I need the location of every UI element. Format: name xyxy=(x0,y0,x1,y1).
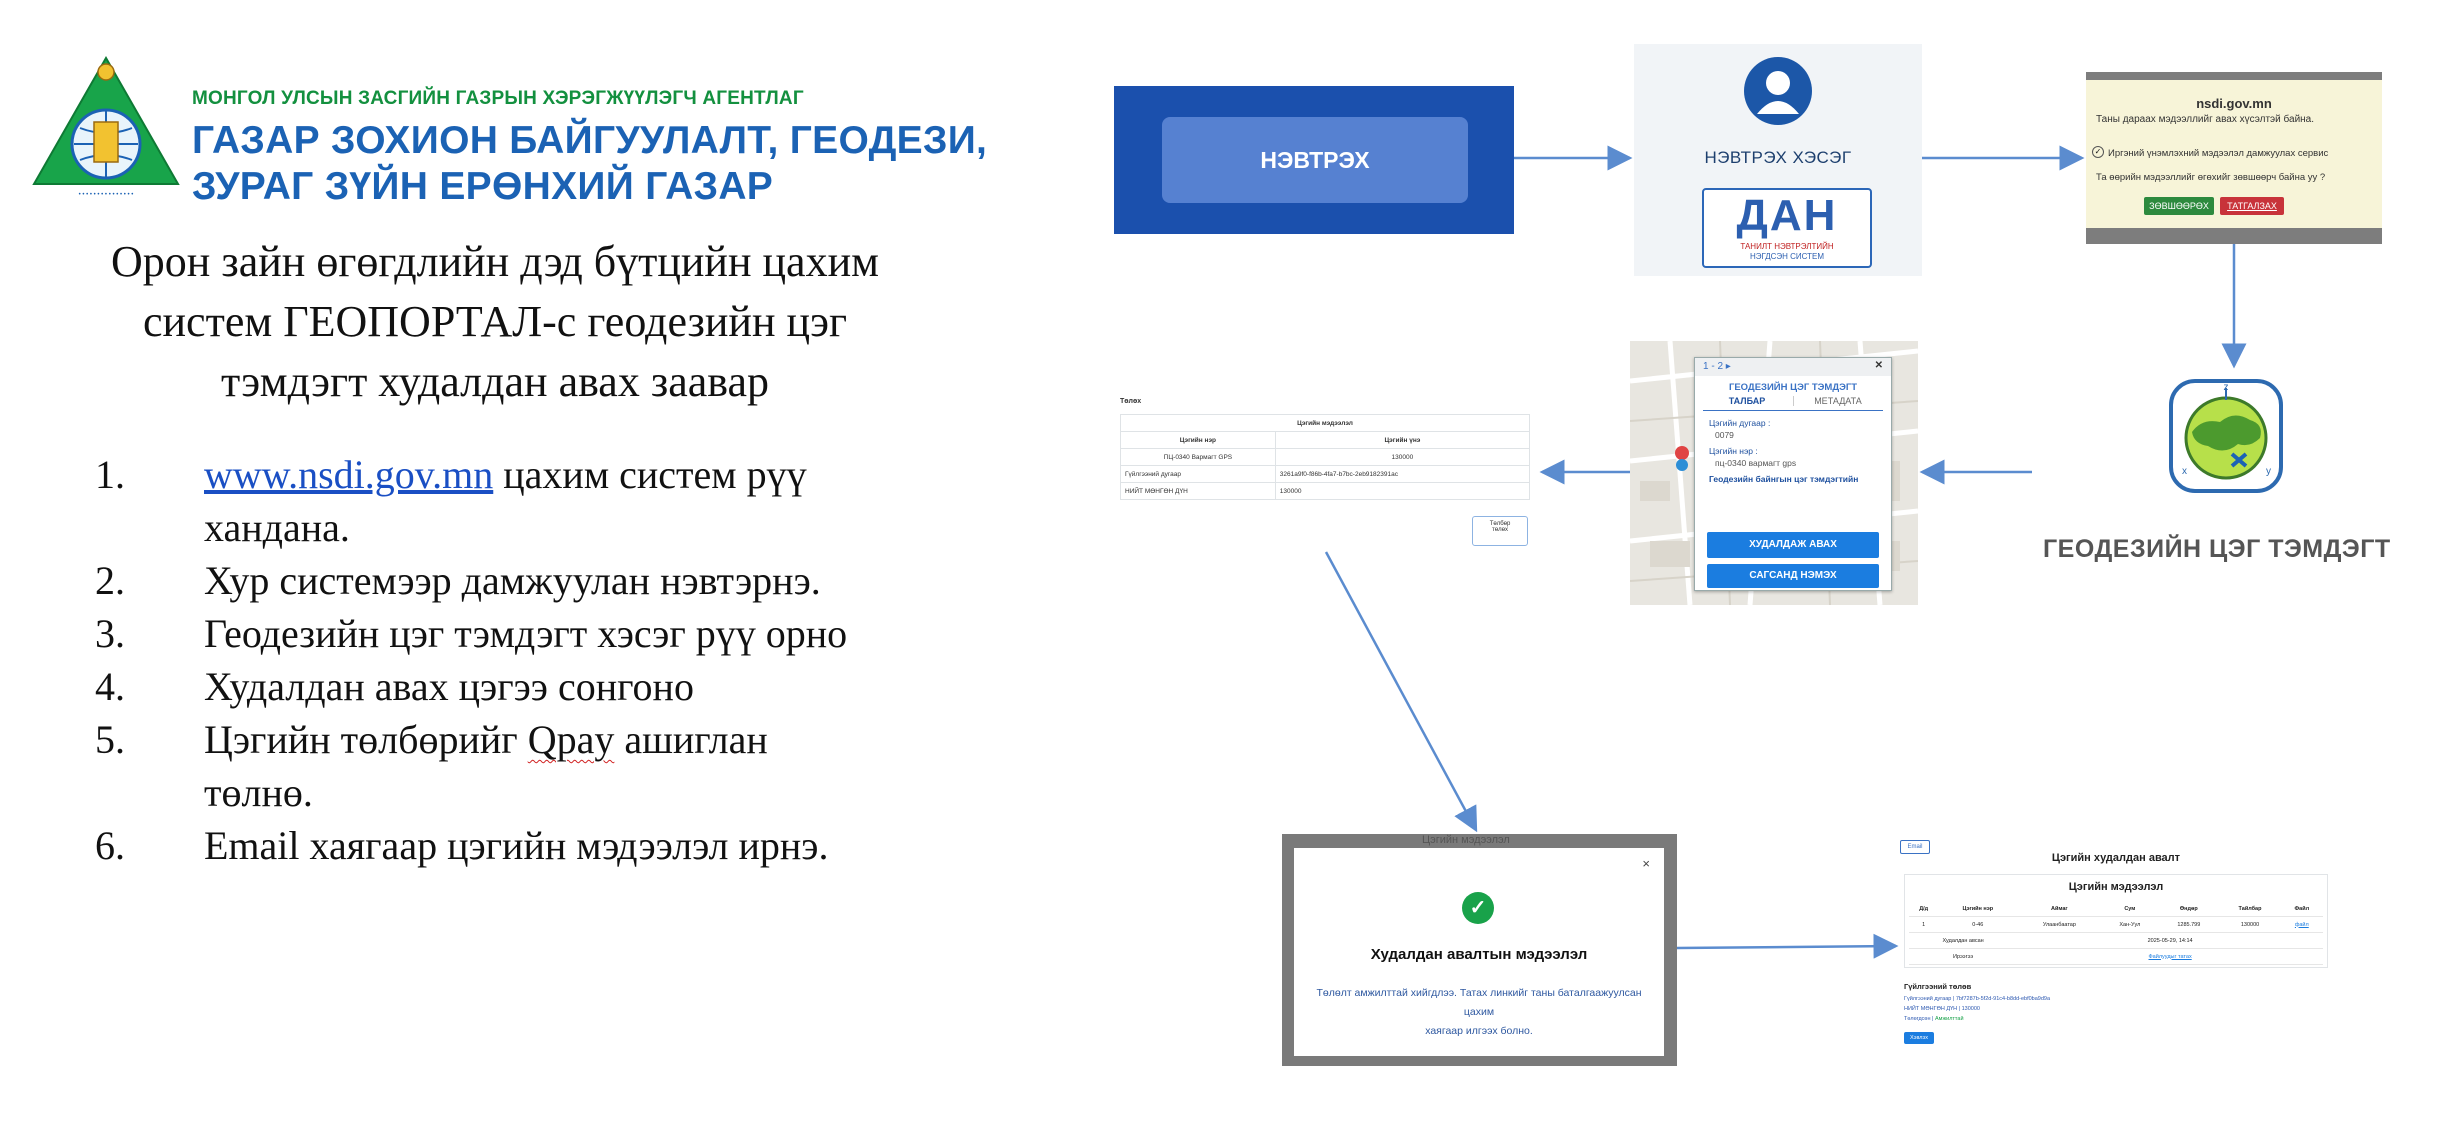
login-screenshot xyxy=(1114,86,1514,234)
step-number: 6. xyxy=(95,823,125,868)
table-cell: 1285.799 xyxy=(2158,917,2219,933)
list-item xyxy=(0,448,980,554)
svg-text:x: x xyxy=(2182,466,2187,477)
list-item xyxy=(0,660,980,713)
svg-text:• • • • • • • • • • • • • • •: • • • • • • • • • • • • • • • xyxy=(78,192,134,198)
column-header: Сум xyxy=(2102,901,2159,917)
table-cell: 130000 xyxy=(1275,449,1529,466)
table-cell: НИЙТ МӨНГӨН ДҮН xyxy=(1121,483,1276,500)
tab-fields[interactable]: ТАЛБАР xyxy=(1728,396,1766,406)
column-header: Цэгийн үнэ xyxy=(1275,432,1529,449)
step-number: 3. xyxy=(95,611,125,656)
nsdi-link[interactable]: www.nsdi.gov.mn xyxy=(204,452,494,497)
success-dialog-screenshot xyxy=(1282,834,1677,1066)
success-title: Худалдан авалтын мэдээлэл xyxy=(1370,946,1588,963)
step-text-cont: хандана. xyxy=(204,505,350,550)
step-text: Цэгийн төлбөрийг xyxy=(204,717,528,762)
column-header: Д/д xyxy=(1909,901,1938,917)
list-item xyxy=(0,819,980,872)
table-cell: Ирээгээ xyxy=(1909,949,2017,965)
field-label: Цэгийн нэр : xyxy=(1709,446,1758,456)
download-link[interactable]: Файлуудыг татах xyxy=(2017,949,2323,965)
step-number: 1. xyxy=(95,452,125,497)
print-button[interactable]: Хэвлэх xyxy=(1904,1032,1934,1044)
arrow-payment-to-success xyxy=(1326,552,1476,830)
success-modal xyxy=(1294,848,1664,1056)
step-text: Хур системээр дамжуулан нэвтэрнэ. xyxy=(204,558,821,603)
payment-header: Төлөх xyxy=(1120,398,1142,405)
table-row xyxy=(1121,466,1530,483)
table-row xyxy=(1909,917,2323,933)
dan-logo: ДАН xyxy=(1736,191,1838,240)
status-label: Төлөгдсөн | xyxy=(1904,1016,1935,1022)
qpay-word: Qpay xyxy=(527,717,615,762)
table-row xyxy=(1909,933,2323,949)
payment-screenshot xyxy=(1116,392,1536,552)
table-cell: Худалдан авсан xyxy=(1909,933,2017,949)
emblem-triangle-globe-icon xyxy=(30,52,182,202)
detail-table xyxy=(1909,901,2323,965)
consent-item: Иргэний үнэмлэхний мэдээлэл дамжуулах сервис xyxy=(2108,148,2329,159)
svg-text:z: z xyxy=(2223,382,2229,393)
detail-section-title: Цэгийн мэдээлэл xyxy=(2068,881,2164,893)
check-circle-icon: ✓ xyxy=(1462,892,1494,924)
table-cell: 130000 xyxy=(2219,917,2280,933)
step-text: Худалдан авах цэгээ сонгоно xyxy=(204,664,694,709)
agency-title xyxy=(192,118,987,210)
table-row xyxy=(1121,449,1530,466)
popup-pager[interactable]: 1 - 2 ▸ xyxy=(1703,361,1731,372)
table-row xyxy=(1909,949,2323,965)
dan-subtitle2: НЭГДСЭН СИСТЕМ xyxy=(1749,252,1825,261)
file-link[interactable]: файл xyxy=(2281,917,2323,933)
add-to-cart-button[interactable]: САГСАНД НЭМЭХ xyxy=(1707,564,1879,588)
table-cell: 1 xyxy=(1909,917,1938,933)
field-value: 0079 xyxy=(1715,430,1734,440)
page-title xyxy=(40,232,950,412)
close-icon[interactable]: × xyxy=(1642,856,1650,871)
pay-button-line2: төлөх xyxy=(1492,527,1508,533)
login-section-label: НЭВТРЭХ ХЭСЭГ xyxy=(1704,148,1852,167)
background-caption: Цэгийн мэдээлэл xyxy=(1422,834,1510,846)
column-header: Тайлбар xyxy=(2219,901,2280,917)
title-line1: Орон зайн өгөгдлийн дэд бүтцийн цахим xyxy=(111,237,879,286)
step-text: ашиглан xyxy=(614,717,768,762)
column-header: Аймаг xyxy=(2017,901,2101,917)
column-header: Цэгийн нэр xyxy=(1121,432,1276,449)
list-item xyxy=(0,607,980,660)
dan-subtitle1: ТАНИЛТ НЭВТРЭЛТИЙН xyxy=(1740,242,1834,251)
column-header: Файл xyxy=(2281,901,2323,917)
field-label: Цэгийн дугаар : xyxy=(1709,418,1771,428)
field-value: пц-0340 вармагт gps xyxy=(1715,458,1797,468)
table-row xyxy=(1121,483,1530,500)
agency-title-line2: ЗУРАГ ЗҮЙН ЕРӨНХИЙ ГАЗАР xyxy=(192,165,774,208)
step-number: 5. xyxy=(95,717,125,762)
close-icon[interactable]: ✕ xyxy=(1874,360,1883,371)
arrow-success-to-detail xyxy=(1677,946,1896,948)
step-text: цахим систем рүү xyxy=(493,452,807,497)
agree-button[interactable]: ЗӨВШӨӨРӨХ xyxy=(2144,197,2214,215)
consent-question: Та өөрийн мэдээллийг өгөхийг зөвшөөрч байна уу ? xyxy=(2096,172,2326,183)
user-circle-icon xyxy=(1743,56,1813,126)
geodetic-section-label: ГЕОДЕЗИЙН ЦЭГ ТЭМДЭГТ xyxy=(2043,535,2391,563)
pay-button-line1: Төлбөр xyxy=(1489,521,1511,527)
point-popup xyxy=(1694,357,1892,591)
table-cell: Гүйлгээний дугаар xyxy=(1121,466,1276,483)
instruction-list xyxy=(0,448,980,872)
success-message xyxy=(1314,984,1644,1041)
purchase-detail-screenshot xyxy=(1900,836,2332,1062)
login-button[interactable]: НЭВТРЭХ xyxy=(1162,117,1468,203)
consent-text: Таны дараах мэдээллийг авах хүсэлтэй байна. xyxy=(2096,114,2315,125)
payment-status-title: Гүйлгээний төлөв xyxy=(1904,982,1972,991)
detail-card xyxy=(1904,874,2328,968)
step-text: Геодезийн цэг тэмдэгт хэсэг рүү орно xyxy=(204,611,848,656)
payment-table xyxy=(1120,414,1530,500)
svg-text:y: y xyxy=(2266,466,2271,477)
agency-subtitle: МОНГОЛ УЛСЫН ЗАСГИЙН ГАЗРЫН ХЭРЭГЖҮҮЛЭГЧ АГЕНТЛАГ xyxy=(192,88,804,109)
table-cell: 130000 xyxy=(1275,483,1529,500)
table-cell: 2025-05-29, 14:14 xyxy=(2017,933,2323,949)
column-header: Өндөр xyxy=(2158,901,2219,917)
payment-status-line: Гүйлгээний дугаар | 7bf7287b-5f2d-91c4-b8dd-ebf0ba9d9a xyxy=(1904,996,2051,1002)
table-cell: Хан-Уул xyxy=(2102,917,2159,933)
step-number: 4. xyxy=(95,664,125,709)
buy-button[interactable]: ХУДАЛДАЖ АВАХ xyxy=(1707,532,1879,558)
step-text: Email хаягаар цэгийн мэдээлэл ирнэ. xyxy=(204,823,829,868)
title-line2: систем ГЕОПОРТАЛ-с геодезийн цэг xyxy=(142,297,848,346)
field-label: Геодезийн байнгын цэг тэмдэгтийн xyxy=(1709,474,1859,484)
list-item xyxy=(0,554,980,607)
login-section-screenshot xyxy=(1634,44,1922,276)
step-number: 2. xyxy=(95,558,125,603)
title-line3: тэмдэгт худалдан авах заавар xyxy=(220,357,769,406)
popup-title: ГЕОДЕЗИЙН ЦЭГ ТЭМДЭГТ xyxy=(1728,382,1858,393)
payment-status-line: НИЙТ МӨНГӨН ДҮН | 130000 xyxy=(1904,1006,1980,1012)
table-cell: 0-46 xyxy=(1938,917,2017,933)
column-header: Цэгийн нэр xyxy=(1938,901,2017,917)
step-text-cont: төлнө. xyxy=(204,770,313,815)
cancel-button[interactable]: ТАТГАЛЗАХ xyxy=(2220,197,2284,215)
table-cell: ПЦ-0340 Вармагт GPS xyxy=(1121,449,1276,466)
popup-header xyxy=(1695,358,1891,376)
detail-title: Цэгийн худалдан авалт xyxy=(2051,852,2181,864)
check-icon[interactable]: ✓ xyxy=(2092,146,2104,158)
tab-metadata[interactable]: МЕТАДАТА xyxy=(1793,396,1882,406)
status-badge: Амжилттай xyxy=(1935,1016,1964,1022)
consent-dialog-screenshot xyxy=(2086,72,2382,244)
list-item xyxy=(0,713,980,819)
map-popup-screenshot xyxy=(1630,341,1918,605)
email-button[interactable]: Email xyxy=(1900,840,1930,854)
pay-button[interactable] xyxy=(1472,516,1528,546)
success-message-line1: Төлөлт амжилттай хийгдлээ. Татах линкийг таны баталгаажуулсан цахим xyxy=(1316,987,1642,1018)
payment-status-line xyxy=(1904,1016,1964,1022)
agency-title-line1: ГАЗАР ЗОХИОН БАЙГУУЛАЛТ, ГЕОДЕЗИ, xyxy=(192,119,988,162)
dan-login-button[interactable] xyxy=(1702,188,1872,268)
geodetic-point-globe-icon xyxy=(2168,378,2284,494)
table-cell: 3261a9f0-f86b-4fa7-b7bc-2eb9182391ac xyxy=(1275,466,1529,483)
consent-site: nsdi.gov.mn xyxy=(2196,96,2272,111)
popup-tabs xyxy=(1703,396,1883,411)
success-message-line2: хаягаар илгээх болно. xyxy=(1425,1025,1533,1037)
table-caption: Цэгийн мэдээлэл xyxy=(1121,415,1530,432)
table-cell: Улаанбаатар xyxy=(2017,917,2101,933)
